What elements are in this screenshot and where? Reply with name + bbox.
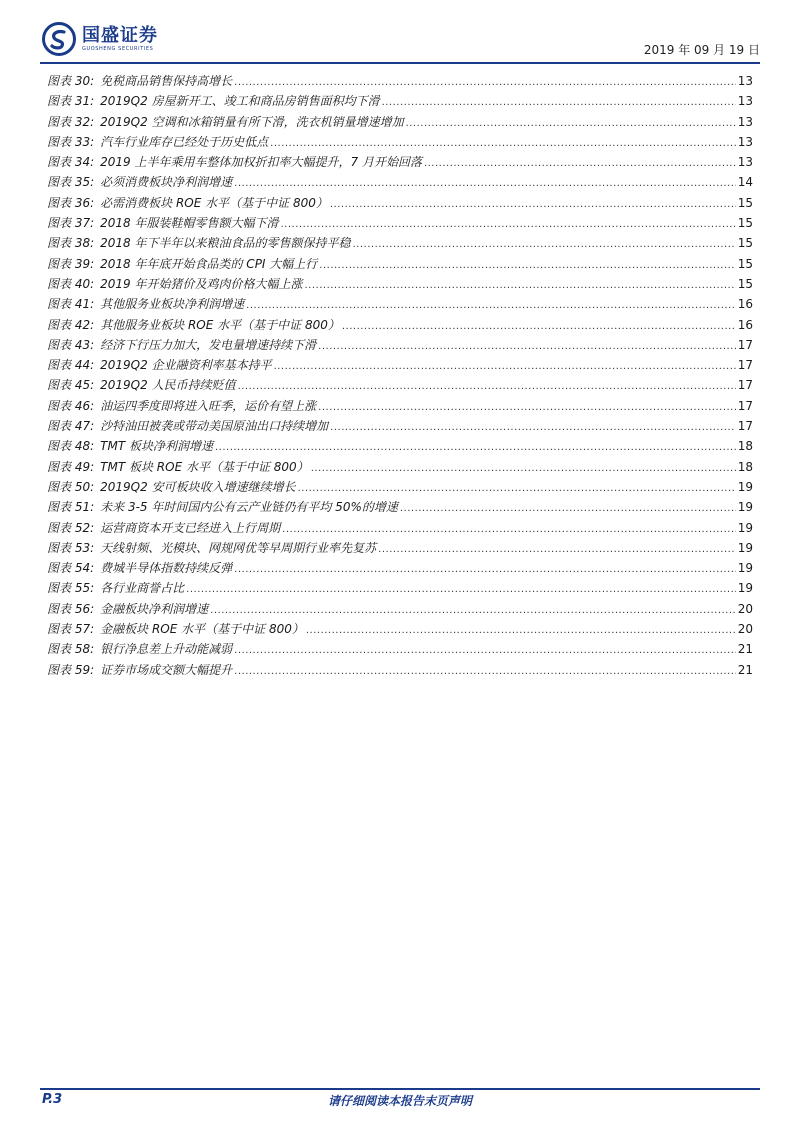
toc-entry[interactable] (47, 538, 753, 558)
toc-leader-dots (238, 375, 736, 395)
toc-entry-label: 图表 37: (47, 216, 95, 231)
toc-entry-label: 图表 42: (47, 317, 95, 332)
toc-entry-page: 13 (737, 134, 753, 149)
toc-leader-dots (311, 457, 736, 477)
toc-entry[interactable] (47, 639, 753, 659)
toc-leader-dots (330, 193, 736, 213)
toc-leader-dots (270, 132, 736, 152)
toc-entry[interactable] (47, 619, 753, 639)
toc-entry-label: 图表 51: (47, 500, 95, 515)
toc-entry-label: 图表 33: (47, 134, 95, 149)
toc-entry-title: 银行净息差上升动能减弱 (100, 642, 233, 657)
toc-entry-label: 图表 38: (47, 236, 95, 251)
toc-leader-dots (318, 396, 736, 416)
toc-entry[interactable] (47, 71, 753, 91)
company-logo (42, 22, 158, 56)
toc-entry[interactable] (47, 233, 753, 253)
figure-list (47, 71, 753, 680)
toc-entry-title: 2019 年开始猪价及鸡肉价格大幅上涨 (100, 276, 303, 291)
toc-entry-page: 21 (737, 662, 753, 677)
toc-leader-dots (424, 152, 736, 172)
toc-entry-title: 2019Q2 安可板块收入增速继续增长 (100, 479, 296, 494)
toc-leader-dots (282, 518, 736, 538)
toc-entry[interactable] (47, 132, 753, 152)
toc-entry-label: 图表 40: (47, 276, 95, 291)
toc-entry-page: 19 (737, 540, 753, 555)
toc-entry-title: 天线射频、光模块、网规网优等早周期行业率先复苏 (100, 540, 377, 555)
toc-entry[interactable] (47, 396, 753, 416)
toc-entry[interactable] (47, 172, 753, 192)
toc-entry-title: 沙特油田被袭或带动美国原油出口持续增加 (100, 419, 329, 434)
toc-entry-page: 15 (737, 236, 753, 251)
toc-entry-title: 经济下行压力加大，发电量增速持续下滑 (100, 337, 317, 352)
toc-entry-page: 13 (737, 155, 753, 170)
toc-entry-label: 图表 49: (47, 459, 95, 474)
toc-entry-page: 17 (737, 358, 753, 373)
toc-leader-dots (210, 599, 736, 619)
toc-entry-title: 必需消费板块 ROE 水平（基于中证 800） (100, 195, 328, 210)
toc-entry[interactable] (47, 497, 753, 517)
toc-entry-title: 油运四季度即将进入旺季，运价有望上涨 (100, 398, 317, 413)
toc-leader-dots (274, 355, 736, 375)
toc-leader-dots (186, 578, 736, 598)
toc-leader-dots (406, 112, 736, 132)
toc-entry-title: 2019Q2 空调和冰箱销量有所下滑，洗衣机销量增速增加 (100, 114, 404, 129)
toc-entry-page: 13 (737, 94, 753, 109)
toc-leader-dots (306, 619, 736, 639)
toc-entry-page: 16 (737, 317, 753, 332)
toc-entry-title: 免税商品销售保持高增长 (100, 74, 233, 88)
toc-entry-label: 图表 59: (47, 662, 95, 677)
toc-leader-dots (378, 538, 736, 558)
report-date: 2019 年 09 月 19 日 (643, 43, 760, 57)
toc-entry-page: 20 (737, 622, 753, 637)
page-number: P.3 (42, 1092, 63, 1107)
header-divider (40, 62, 760, 64)
toc-leader-dots (353, 233, 736, 253)
toc-entry-page: 17 (737, 419, 753, 434)
toc-entry-page: 19 (737, 479, 753, 494)
toc-entry-label: 图表 30: (47, 74, 95, 88)
toc-leader-dots (281, 213, 736, 233)
toc-entry[interactable] (47, 518, 753, 538)
toc-entry-page: 16 (737, 297, 753, 312)
toc-entry-title: 其他服务业板块净利润增速 (100, 297, 245, 312)
toc-entry[interactable] (47, 91, 753, 111)
toc-leader-dots (234, 71, 736, 91)
toc-entry[interactable] (47, 112, 753, 132)
toc-entry-title: 运营商资本开支已经进入上行周期 (100, 520, 281, 535)
toc-leader-dots (319, 254, 735, 274)
toc-entry-title: 2019 上半年乘用车整体加权折扣率大幅提升，7 月开始回落 (100, 155, 422, 170)
toc-entry[interactable] (47, 436, 753, 456)
logo-english-name: GUOSHENG SECURITIES (82, 45, 154, 52)
toc-leader-dots (318, 335, 736, 355)
toc-entry-title: 费城半导体指数持续反弹 (100, 561, 233, 576)
toc-entry[interactable] (47, 294, 753, 314)
toc-entry-title: 金融板块 ROE 水平（基于中证 800） (100, 622, 304, 637)
toc-leader-dots (234, 558, 736, 578)
toc-leader-dots (330, 416, 736, 436)
toc-entry-label: 图表 52: (47, 520, 95, 535)
toc-entry-title: 必须消费板块净利润增速 (100, 175, 233, 190)
toc-entry[interactable] (47, 335, 753, 355)
toc-entry-label: 图表 39: (47, 256, 95, 271)
toc-entry-label: 图表 53: (47, 540, 95, 555)
toc-entry-page: 15 (737, 216, 753, 231)
toc-entry[interactable] (47, 355, 753, 375)
footer-divider (40, 1088, 760, 1090)
toc-entry[interactable] (47, 599, 753, 619)
toc-leader-dots (382, 91, 736, 111)
toc-entry-page: 17 (737, 337, 753, 352)
toc-entry-label: 图表 56: (47, 601, 95, 616)
toc-entry-label: 图表 34: (47, 155, 95, 170)
toc-entry[interactable] (47, 558, 753, 578)
guosheng-logo-icon (42, 22, 76, 56)
toc-entry-label: 图表 44: (47, 358, 95, 373)
toc-leader-dots (234, 172, 736, 192)
toc-entry-page: 19 (737, 561, 753, 576)
toc-entry-title: TMT 板块 ROE 水平（基于中证 800） (100, 459, 309, 474)
toc-leader-dots (305, 274, 736, 294)
toc-entry-page: 18 (737, 459, 753, 474)
toc-entry[interactable] (47, 213, 753, 233)
toc-entry[interactable] (47, 477, 753, 497)
toc-entry-label: 图表 36: (47, 195, 95, 210)
toc-entry-page: 19 (737, 581, 753, 596)
toc-entry[interactable] (47, 315, 753, 335)
toc-entry-title: 2019Q2 企业融资利率基本持平 (100, 358, 272, 373)
toc-entry-title: 金融板块净利润增速 (100, 601, 209, 616)
toc-leader-dots (215, 436, 736, 456)
toc-entry[interactable] (47, 274, 753, 294)
toc-entry-title: 其他服务业板块 ROE 水平（基于中证 800） (100, 317, 340, 332)
toc-entry-title: 汽车行业库存已经处于历史低点 (100, 134, 269, 149)
toc-entry-page: 17 (737, 378, 753, 393)
toc-entry-page: 15 (737, 276, 753, 291)
toc-entry-title: TMT 板块净利润增速 (100, 439, 213, 454)
toc-leader-dots (400, 497, 736, 517)
toc-entry-label: 图表 31: (47, 94, 95, 109)
toc-leader-dots (342, 315, 736, 335)
footer-disclaimer: 请仔细阅读本报告末页声明 (327, 1094, 472, 1108)
toc-entry[interactable] (47, 457, 753, 477)
toc-leader-dots (234, 660, 736, 680)
toc-entry-title: 2019Q2 房屋新开工、竣工和商品房销售面积均下滑 (100, 94, 380, 109)
page-header (40, 22, 760, 62)
toc-entry-page: 14 (737, 175, 753, 190)
toc-entry-page: 21 (737, 642, 753, 657)
toc-entry-page: 18 (737, 439, 753, 454)
toc-entry-label: 图表 32: (47, 114, 95, 129)
toc-entry-label: 图表 55: (47, 581, 95, 596)
toc-entry-title: 未来 3-5 年时间国内公有云产业链仍有平均 50%的增速 (100, 500, 398, 515)
toc-entry-page: 17 (737, 398, 753, 413)
logo-chinese-name: 国盛证券 (82, 24, 158, 46)
toc-entry[interactable] (47, 416, 753, 436)
toc-leader-dots (298, 477, 736, 497)
toc-entry[interactable] (47, 660, 753, 680)
toc-entry[interactable] (47, 375, 753, 395)
toc-entry-label: 图表 58: (47, 642, 95, 657)
toc-entry-label: 图表 45: (47, 378, 95, 393)
toc-leader-dots (246, 294, 736, 314)
toc-entry-title: 2018 年服装鞋帽零售额大幅下滑 (100, 216, 279, 231)
toc-entry-label: 图表 54: (47, 561, 95, 576)
toc-entry-page: 19 (737, 520, 753, 535)
toc-entry-label: 图表 46: (47, 398, 95, 413)
toc-leader-dots (234, 639, 736, 659)
toc-entry-title: 证券市场成交额大幅提升 (100, 662, 233, 677)
toc-entry-page: 15 (737, 195, 753, 210)
toc-entry-label: 图表 41: (47, 297, 95, 312)
toc-entry[interactable] (47, 193, 753, 213)
toc-entry-label: 图表 43: (47, 337, 95, 352)
toc-entry-title: 2018 年年底开始食品类的 CPI 大幅上行 (100, 256, 318, 271)
toc-entry[interactable] (47, 254, 753, 274)
toc-entry-title: 各行业商誉占比 (100, 581, 185, 596)
toc-entry-label: 图表 47: (47, 419, 95, 434)
toc-entry[interactable] (47, 578, 753, 598)
toc-entry-label: 图表 48: (47, 439, 95, 454)
toc-entry-title: 2018 年下半年以来粮油食品的零售额保持平稳 (100, 236, 351, 251)
toc-entry-label: 图表 57: (47, 622, 95, 637)
toc-entry-page: 13 (737, 74, 753, 88)
toc-entry-label: 图表 35: (47, 175, 95, 190)
toc-entry-page: 15 (737, 256, 753, 271)
toc-entry-label: 图表 50: (47, 479, 95, 494)
toc-entry-page: 19 (737, 500, 753, 515)
toc-entry-title: 2019Q2 人民币持续贬值 (100, 378, 236, 393)
toc-entry[interactable] (47, 152, 753, 172)
toc-entry-page: 13 (737, 114, 753, 129)
toc-entry-page: 20 (737, 601, 753, 616)
